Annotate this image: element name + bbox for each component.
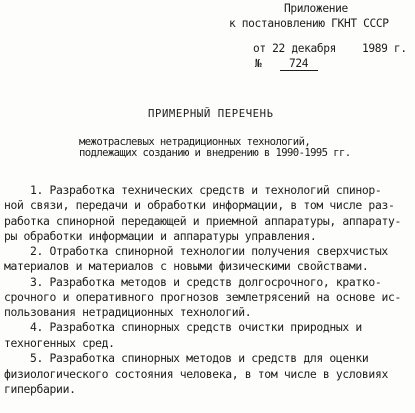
appendix-label: Приложение [284, 2, 348, 15]
item-3-line-1: 3. Разработка методов и средств долгосрочного, кратко- [30, 275, 382, 289]
item-3-line-2: срочного и оперативного прогнозов землетрясений на основе ис- [4, 290, 401, 304]
item-1-line-1: 1. Разработка технических средств и технологий спинор- [30, 183, 382, 197]
subtitle-line-2: подлежащих созданию и внедрению в 1990-1995 гг. [79, 147, 351, 159]
document-title: ПРИМЕРНЫЙ ПЕРЕЧЕНЬ [148, 108, 274, 120]
item-5-line-1: 5. Разработка спинорных методов и средств для оценки [30, 351, 369, 365]
item-1-line-3: работка спинорной передающей и приемной аппаратуры, аппарату- [4, 214, 401, 228]
number-sign: № [255, 57, 262, 70]
item-3-line-3: пользования нетрадиционных технологий. [4, 305, 252, 319]
resolution-reference: к постановлению ГКНТ СССР [229, 17, 389, 30]
item-5-line-2: физиологического состояния человека, в том числе в условиях [4, 367, 388, 381]
date-year: 1989 г. [362, 42, 407, 55]
item-4-line-1: 4. Разработка спинорных средств очистки природных и [30, 320, 362, 334]
item-5-line-3: гипербарии. [4, 382, 76, 396]
document-number: 724 [289, 57, 309, 70]
number-underline [280, 70, 318, 71]
item-1-line-4: ры обработки информации и аппаратуры управления. [4, 229, 317, 243]
subtitle-line-1: межотраслевых нетрадиционных технологий, [79, 136, 311, 148]
item-4-line-2: техногенных сред. [4, 336, 115, 350]
item-2-line-2: материалов и материалов с новыми физическими свойствами. [4, 259, 369, 273]
item-2-line-1: 2. Отработка спинорной технологии получения сверхчистых [30, 244, 388, 258]
date-text: от 22 декабря [253, 42, 337, 55]
item-1-line-2: ной связи, передачи и обработки информации, в том числе раз- [4, 198, 395, 212]
